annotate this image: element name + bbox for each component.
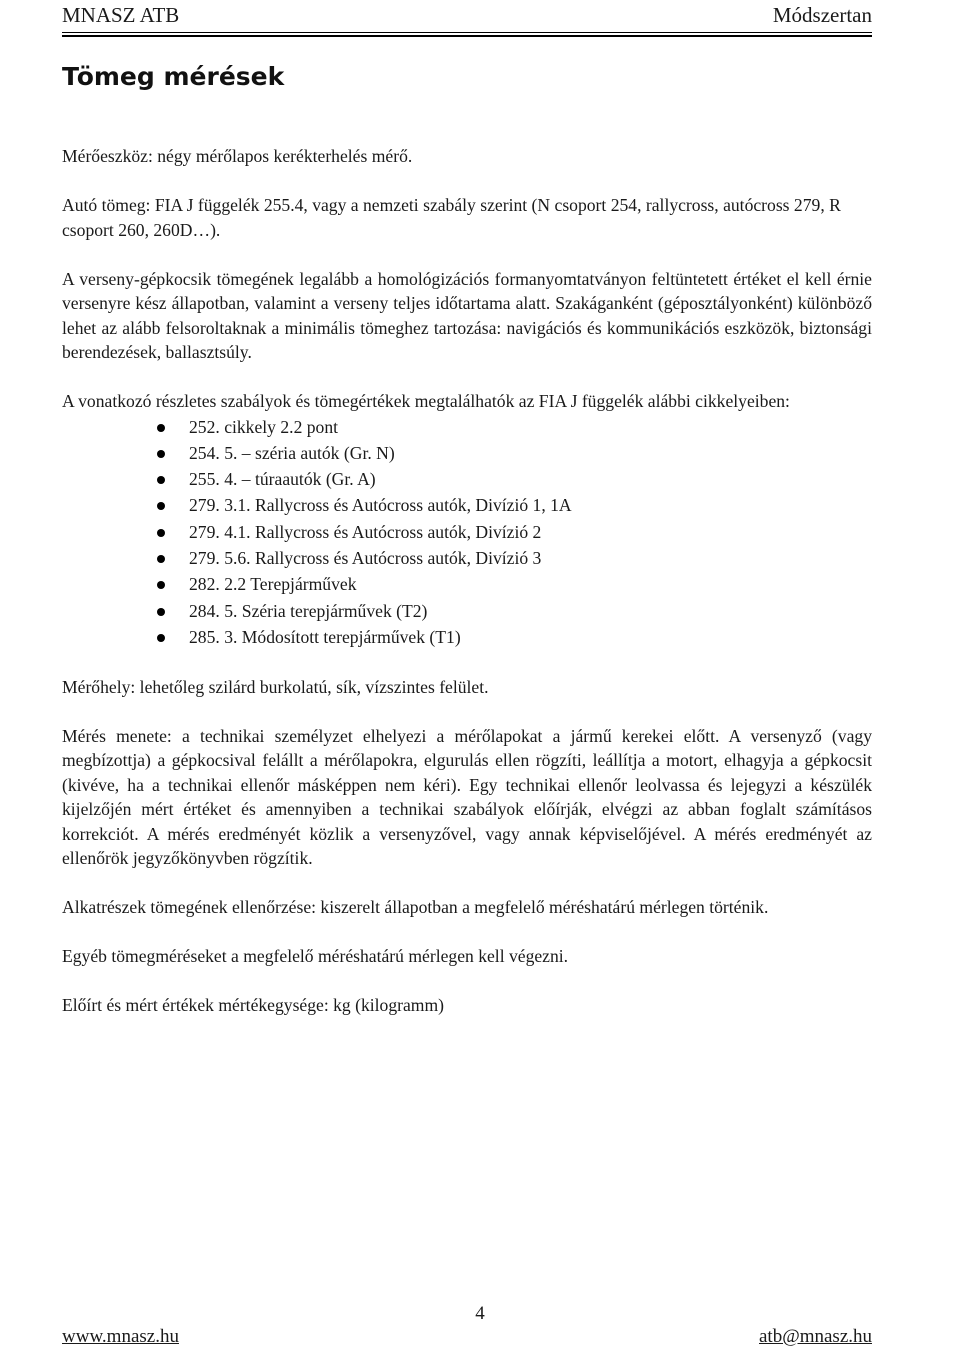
measuring-device-paragraph: Mérőeszköz: négy mérőlapos kerékterhelés mérő.	[62, 146, 413, 166]
list-item: 279. 5.6. Rallycross és Autócross autók, Divízió 3	[62, 545, 872, 571]
bullet-icon	[157, 529, 165, 537]
measurement-location-paragraph: Mérőhely: lehetőleg szilárd burkolatú, sík, vízszintes felület.	[62, 676, 489, 697]
bullet-icon	[157, 502, 165, 510]
other-measurements-paragraph: Egyéb tömegméréseket a megfelelő méréshatárú mérlegen kell végezni.	[62, 946, 569, 967]
header-divider	[62, 32, 872, 33]
bullet-icon	[157, 424, 165, 432]
bullet-icon	[157, 450, 165, 458]
list-item: 285. 3. Módosított terepjárművek (T1)	[62, 624, 872, 650]
header-divider-thick	[62, 35, 872, 37]
header-left-text: MNASZ ATB	[62, 2, 180, 27]
article-reference-list	[62, 414, 872, 651]
list-item: 284. 5. Széria terepjárművek (T2)	[62, 598, 872, 624]
bullet-icon	[157, 634, 165, 642]
regulations-intro-paragraph: A vonatkozó részletes szabályok és tömegértékek megtalálhatók az FIA J függelék alábbi cikkelyeiben:	[62, 391, 790, 411]
page-header	[62, 0, 872, 30]
list-item: 252. cikkely 2.2 pont	[62, 414, 872, 440]
document-body	[62, 144, 872, 1018]
measurement-procedure-paragraph: Mérés menete: a technikai személyzet elhelyezi a mérőlapokat a jármű kerekei előtt. A versenyző (vagy megbízottja) a gépkocsival felállt a mérőlapokra, elgurulás ellen rögzíti, leállítja a motort, elhagyja a gépkocsit (kivéve, ha a technikai ellenőr másképpen nem kéri). Egy technikai ellenőr leolvassa és lejegyzi a készülék kijelzőjén mért értéket és amennyiben a technikai szabályok előírják, elvégzi az abban foglalt számításos korrekciót. A mérés eredményét közlik a versenyzővel, vagy annak képviselőjével. A mérés eredményét az ellenőrök jegyzőkönyvben rögzítik.	[62, 725, 872, 869]
list-item: 279. 3.1. Rallycross és Autócross autók, Divízió 1, 1A	[62, 492, 872, 518]
component-mass-paragraph: Alkatrészek tömegének ellenőrzése: kiszerelt állapotban a megfelelő méréshatárú mérlegen történik.	[62, 897, 769, 918]
header-right-text: Módszertan	[772, 2, 872, 27]
list-item: 254. 5. – széria autók (Gr. N)	[62, 440, 872, 466]
bullet-icon	[157, 608, 165, 616]
website-link[interactable]: www.mnasz.hu	[62, 1326, 179, 1347]
units-paragraph: Előírt és mért értékek mértékegysége: kg (kilogramm)	[62, 995, 445, 1016]
page-footer	[62, 1326, 872, 1348]
page-number: 4	[475, 1303, 485, 1324]
email-link[interactable]: atb@mnasz.hu	[759, 1326, 872, 1347]
homologation-paragraph: A verseny-gépkocsik tömegének legalább a homológizációs formanyomtatványon feltüntetett értéket el kell érnie versenyre kész állapotban, valamint a verseny teljes időtartama alatt. Szakáganként (géposztályonként) különböző lehet az alább felsoroltaknak a minimális tömeghez tartozása: navigációs és kommunikációs eszközök, biztonsági berendezések, ballasztsúly.	[62, 268, 872, 362]
list-item: 255. 4. – túraautók (Gr. A)	[62, 466, 872, 492]
bullet-icon	[157, 581, 165, 589]
list-item: 279. 4.1. Rallycross és Autócross autók, Divízió 2	[62, 519, 872, 545]
list-item: 282. 2.2 Terepjárművek	[62, 571, 872, 597]
bullet-icon	[157, 476, 165, 484]
car-mass-paragraph: Autó tömeg: FIA J függelék 255.4, vagy a nemzeti szabály szerint (N csoport 254, rallycross, autócross 279, R csoport 260, 260D…).	[62, 195, 841, 240]
page-title: Tömeg mérések	[62, 62, 285, 91]
bullet-icon	[157, 555, 165, 563]
